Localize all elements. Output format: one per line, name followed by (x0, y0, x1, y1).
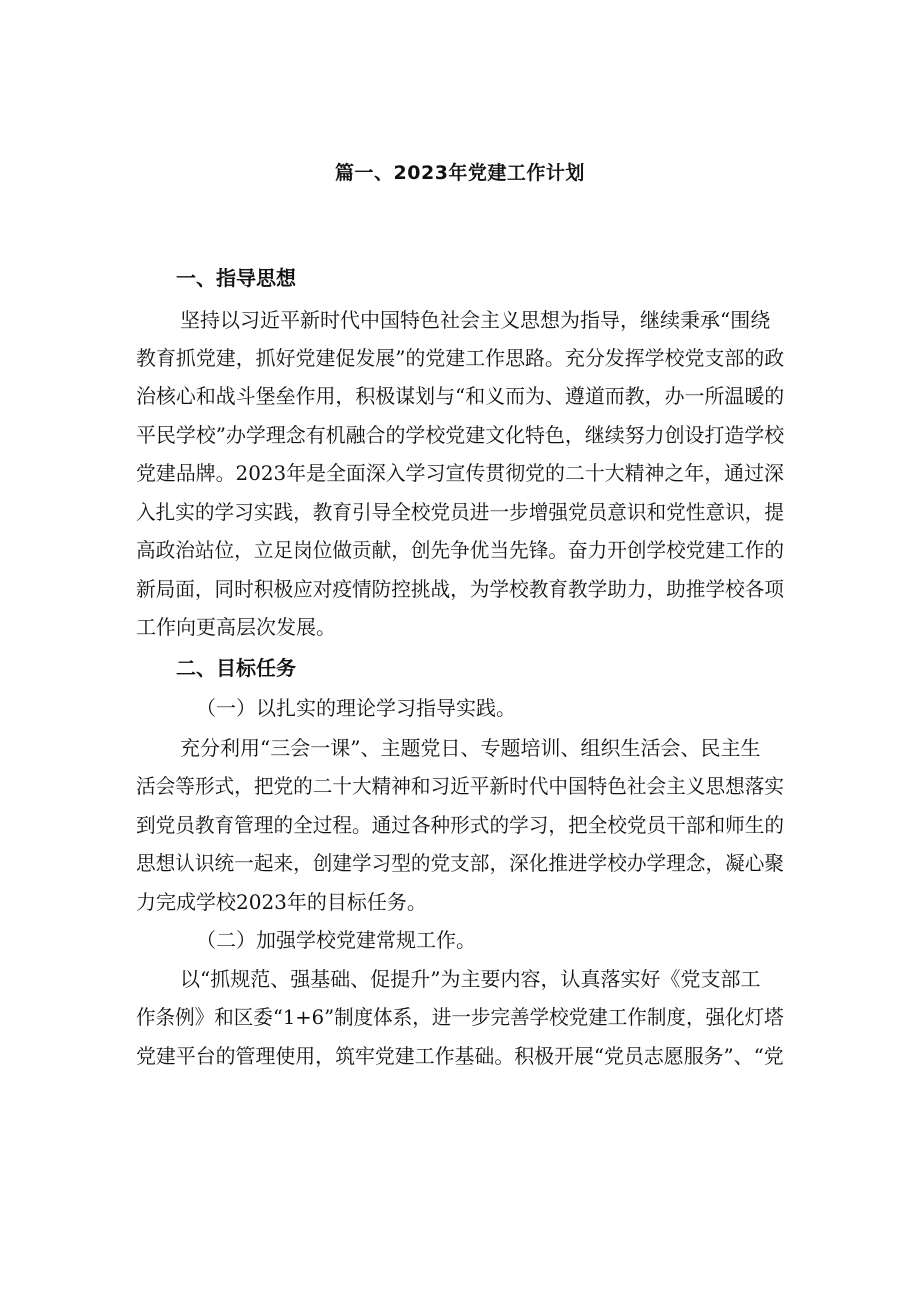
paragraph-line: 活会等形式，把党的二十大精神和习近平新时代中国特色社会主义思想落实 (136, 774, 784, 798)
paragraph-line: 治核心和战斗堡垒作用，积极谋划与“和义而为、遵道而教，办一所温暖的 (136, 384, 785, 408)
section-heading-guiding-ideology: 一、指导思想 (176, 266, 296, 290)
paragraph-line: 入扎实的学习实践，教育引导全校党员进一步增强党员意识和党性意识，提 (136, 500, 784, 524)
paragraph-line: 党建平台的管理使用，筑牢党建工作基础。积极开展“党员志愿服务”、“党 (136, 1044, 784, 1068)
paragraph-line: 高政治站位，立足岗位做贡献，创先争优当先锋。奋力开创学校党建工作的 (136, 538, 784, 562)
paragraph-line: 坚持以习近平新时代中国特色社会主义思想为指导，继续秉承“围绕 (180, 308, 771, 332)
paragraph-line: 作条例》和区委“1+6”制度体系，进一步完善学校党建工作制度，强化灯塔 (136, 1005, 784, 1029)
paragraph-line: 新局面，同时积极应对疫情防控挑战，为学校教育教学助力，助推学校各项 (136, 577, 784, 601)
paragraph-line: 党建品牌。2023年是全面深入学习宣传贯彻党的二十大精神之年，通过深 (136, 461, 784, 485)
subsection-heading: （一）以扎实的理论学习指导实践。 (196, 696, 516, 720)
paragraph-line: 平民学校”办学理念有机融合的学校党建文化特色，继续努力创设打造学校 (136, 423, 785, 447)
paragraph-line: 充分利用“三会一课”、主题党日、专题培训、组织生活会、民主生 (180, 736, 761, 760)
subsection-heading: （二）加强学校党建常规工作。 (196, 928, 476, 952)
paragraph-line: 到党员教育管理的全过程。通过各种形式的学习，把全校党员干部和师生的 (136, 813, 784, 837)
paragraph-line: 教育抓党建，抓好党建促发展”的党建工作思路。充分发挥学校党支部的政 (136, 346, 785, 370)
paragraph-line: 力完成学校2023年的目标任务。 (136, 890, 427, 914)
paragraph-line: 思想认识统一起来，创建学习型的党支部，深化推进学校办学理念，凝心聚 (136, 851, 784, 875)
section-heading-goals-tasks: 二、目标任务 (176, 656, 296, 680)
paragraph-line: 工作向更高层次发展。 (136, 615, 336, 639)
document-title: 篇一、2023年党建工作计划 (335, 162, 585, 184)
paragraph-line: 以“抓规范、强基础、促提升”为主要内容，认真落实好《党支部工 (180, 967, 761, 991)
